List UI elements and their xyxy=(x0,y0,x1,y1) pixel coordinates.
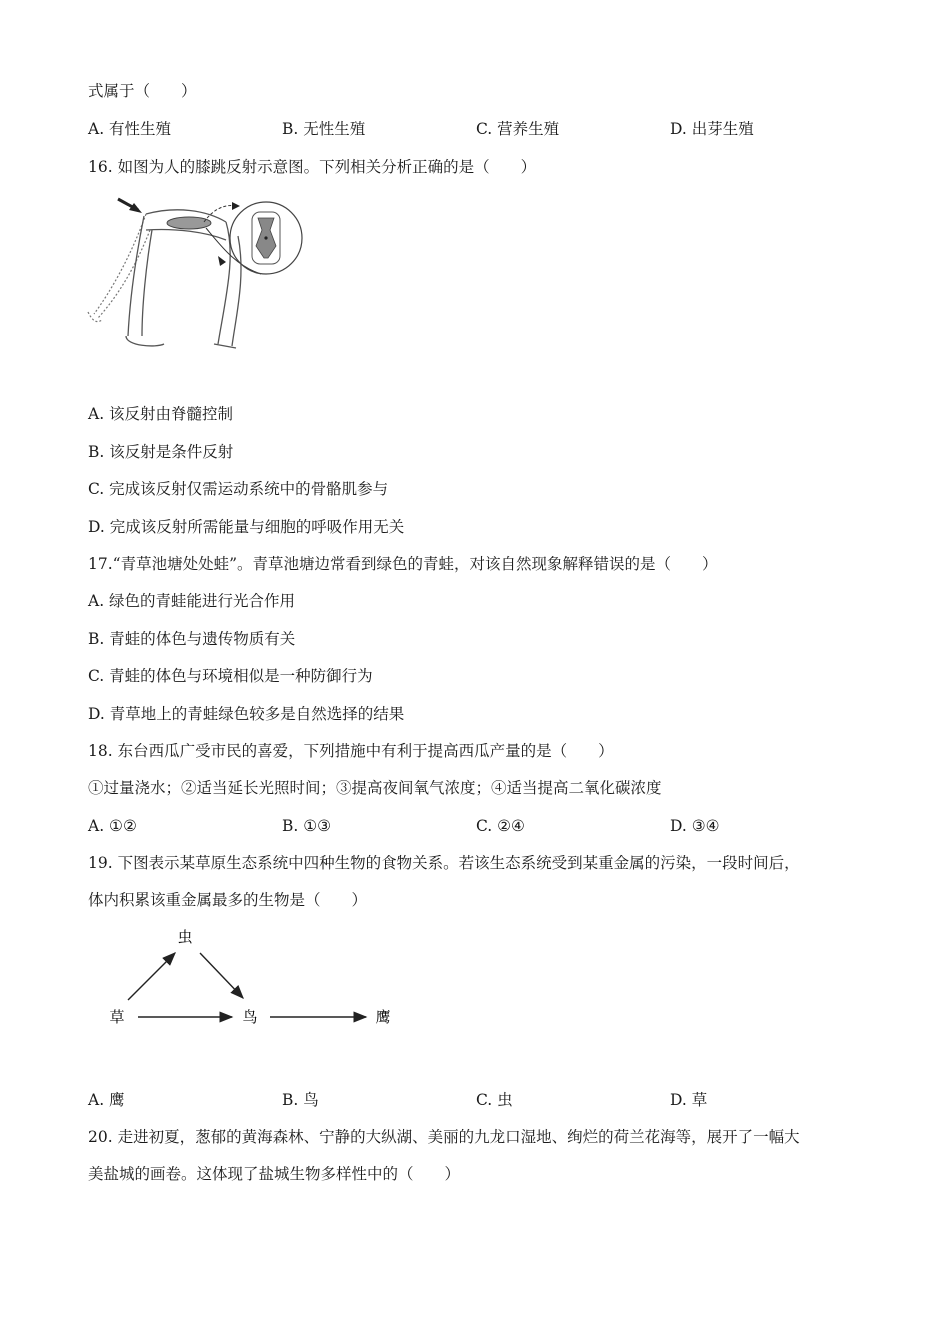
q19-option-b[interactable]: B. 鸟 xyxy=(282,1091,319,1109)
q18-items: ①过量浇水；②适当延长光照时间；③提高夜间氧气浓度；④适当提高二氧化碳浓度 xyxy=(88,779,662,797)
q17-option-d[interactable]: D. 青草地上的青蛙绿色较多是自然选择的结果 xyxy=(88,705,405,723)
q15-option-d[interactable]: D. 出芽生殖 xyxy=(670,120,754,138)
q17-option-b[interactable]: B. 青蛙的体色与遗传物质有关 xyxy=(88,630,296,648)
q17-option-c[interactable]: C. 青蛙的体色与环境相似是一种防御行为 xyxy=(88,667,373,685)
food-web-node-eagle: 鹰 xyxy=(375,1008,391,1026)
q15-option-a[interactable]: A. 有性生殖 xyxy=(88,120,172,138)
q17-stem: 17.“青草池塘处处蛙”。青草池塘边常看到绿色的青蛙，对该自然现象解释错误的是（ ） xyxy=(88,555,718,573)
q16-option-b[interactable]: B. 该反射是条件反射 xyxy=(88,443,234,461)
q17-option-a[interactable]: A. 绿色的青蛙能进行光合作用 xyxy=(88,592,296,610)
q18-stem: 18. 东台西瓜广受市民的喜爱，下列措施中有利于提高西瓜产量的是（ ） xyxy=(88,742,614,760)
q16-option-a[interactable]: A. 该反射由脊髓控制 xyxy=(88,405,234,423)
q16-option-d[interactable]: D. 完成该反射所需能量与细胞的呼吸作用无关 xyxy=(88,518,405,536)
q18-option-c[interactable]: C. ②④ xyxy=(476,817,525,835)
arrow-insect-to-bird xyxy=(200,953,243,998)
food-web-node-grass: 草 xyxy=(109,1008,125,1026)
q20-stem-line1: 20. 走进初夏，葱郁的黄海森林、宁静的大纵湖、美丽的九龙口湿地、绚烂的荷兰花海等，展开了一幅大 xyxy=(88,1128,800,1146)
q18-option-d[interactable]: D. ③④ xyxy=(670,817,720,835)
q15-stem-tail: 式属于（ ） xyxy=(88,82,197,100)
arrow-grass-to-insect xyxy=(128,953,175,1000)
knee-reflex-figure xyxy=(86,196,308,356)
food-web-node-bird: 鸟 xyxy=(242,1008,258,1026)
q19-stem-line1: 19. 下图表示某草原生态系统中四种生物的食物关系。若该生态系统受到某重金属的污染，一段时间后， xyxy=(88,854,800,872)
q19-option-c[interactable]: C. 虫 xyxy=(476,1091,513,1109)
q18-option-b[interactable]: B. ①③ xyxy=(282,817,332,835)
q20-stem-line2: 美盐城的画卷。这体现了盐城生物多样性中的（ ） xyxy=(88,1165,461,1183)
food-web-node-insect: 虫 xyxy=(177,928,193,946)
q15-option-c[interactable]: C. 营养生殖 xyxy=(476,120,560,138)
q18-option-a[interactable]: A. ①② xyxy=(88,817,137,835)
q16-stem: 16. 如图为人的膝跳反射示意图。下列相关分析正确的是（ ） xyxy=(88,158,537,176)
q19-option-d[interactable]: D. 草 xyxy=(670,1091,708,1109)
q15-option-b[interactable]: B. 无性生殖 xyxy=(282,120,366,138)
q16-option-c[interactable]: C. 完成该反射仅需运动系统中的骨骼肌参与 xyxy=(88,480,389,498)
q19-stem-line2: 体内积累该重金属最多的生物是（ ） xyxy=(88,891,368,909)
food-web-diagram xyxy=(100,926,400,1036)
q19-option-a[interactable]: A. 鹰 xyxy=(88,1091,125,1109)
